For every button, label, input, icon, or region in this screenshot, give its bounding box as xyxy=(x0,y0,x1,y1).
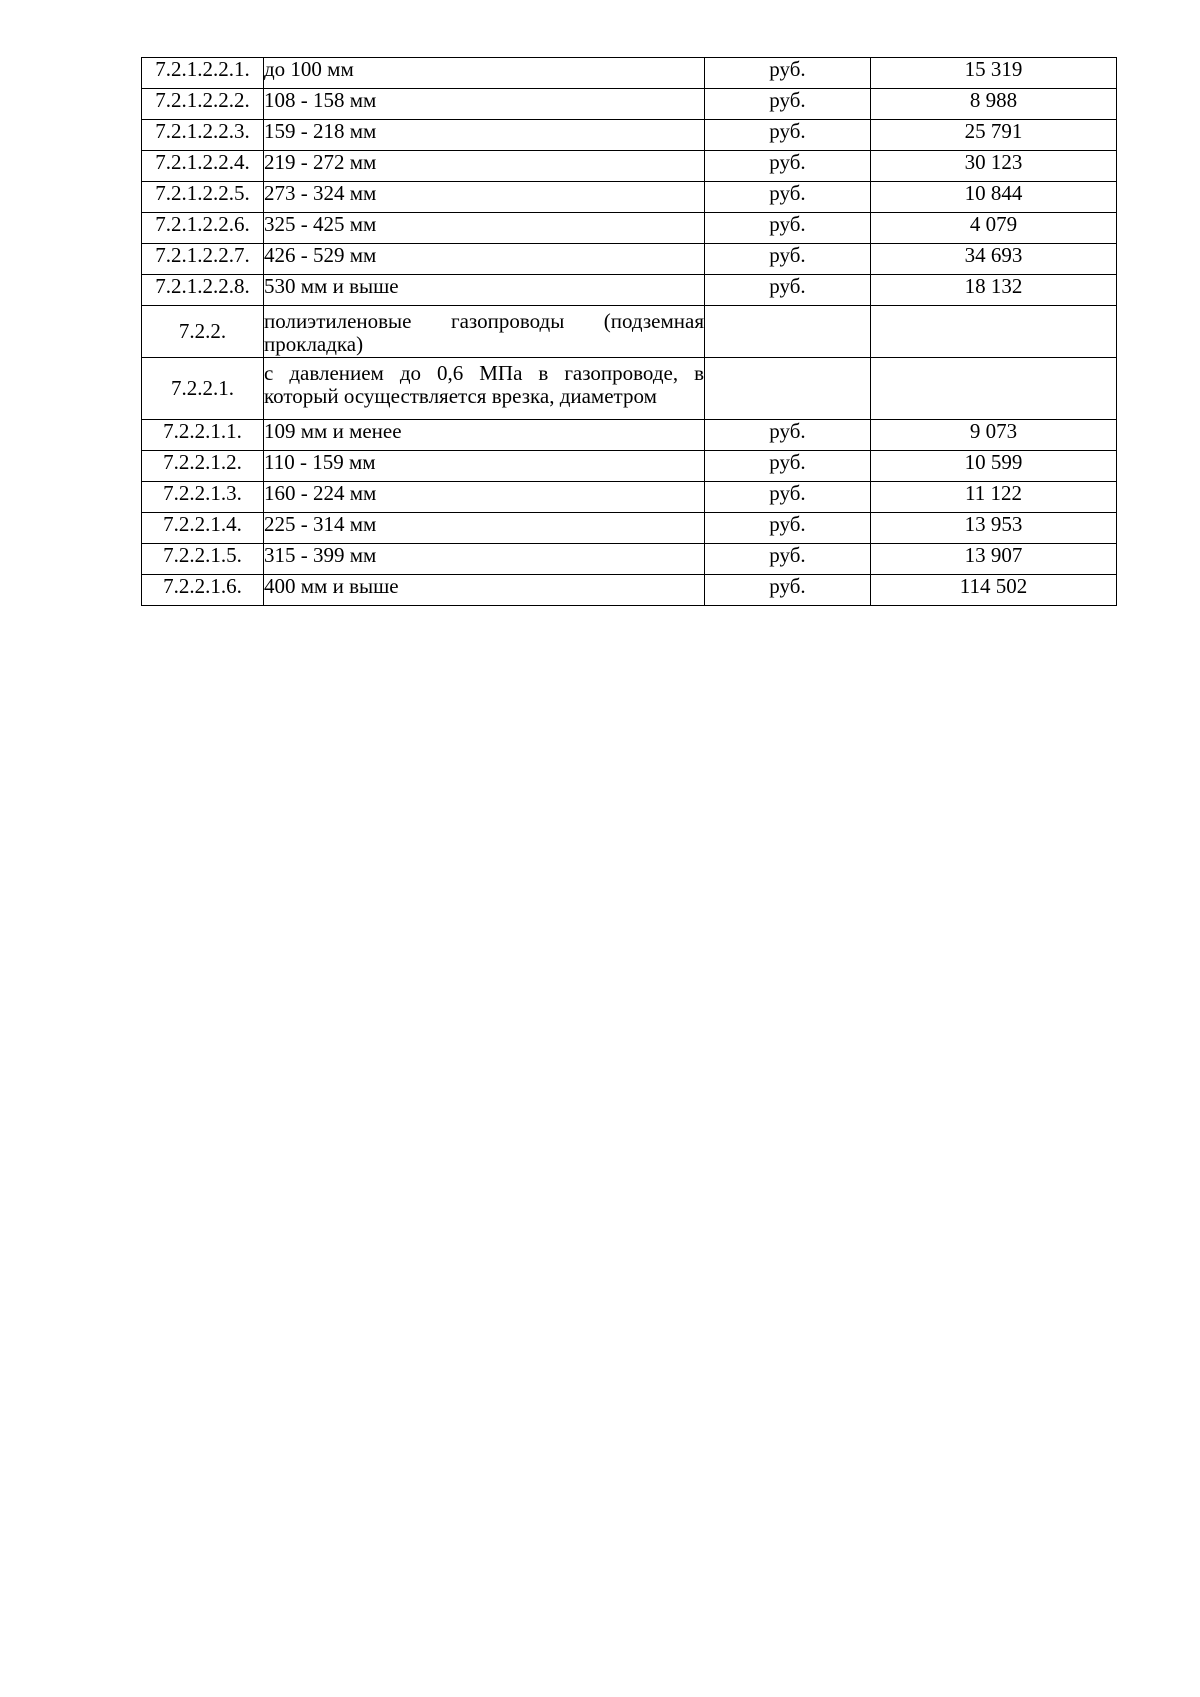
item-code: 7.2.2.1.2. xyxy=(142,451,264,482)
item-name: 273 - 324 мм xyxy=(264,182,705,213)
table-row xyxy=(142,275,1117,306)
table-row xyxy=(142,89,1117,120)
item-name: 530 мм и выше xyxy=(264,275,705,306)
item-code: 7.2.2. xyxy=(142,306,264,358)
item-unit: руб. xyxy=(705,89,871,120)
item-name: 325 - 425 мм xyxy=(264,213,705,244)
table-row xyxy=(142,244,1117,275)
item-value: 25 791 xyxy=(871,120,1117,151)
item-value: 30 123 xyxy=(871,151,1117,182)
item-value: 15 319 xyxy=(871,58,1117,89)
table-row-section-header xyxy=(142,358,1117,420)
item-name: 219 - 272 мм xyxy=(264,151,705,182)
item-name: 159 - 218 мм xyxy=(264,120,705,151)
item-value: 114 502 xyxy=(871,575,1117,606)
item-value: 34 693 xyxy=(871,244,1117,275)
item-code: 7.2.1.2.2.6. xyxy=(142,213,264,244)
item-code: 7.2.1.2.2.3. xyxy=(142,120,264,151)
item-name: 160 - 224 мм xyxy=(264,482,705,513)
table-row xyxy=(142,120,1117,151)
table-row xyxy=(142,151,1117,182)
item-name: 110 - 159 мм xyxy=(264,451,705,482)
item-unit: руб. xyxy=(705,513,871,544)
table-row xyxy=(142,575,1117,606)
item-value: 8 988 xyxy=(871,89,1117,120)
item-code: 7.2.1.2.2.5. xyxy=(142,182,264,213)
item-name: 315 - 399 мм xyxy=(264,544,705,575)
item-code: 7.2.2.1.6. xyxy=(142,575,264,606)
table-row xyxy=(142,544,1117,575)
item-code: 7.2.2.1.5. xyxy=(142,544,264,575)
item-code: 7.2.1.2.2.7. xyxy=(142,244,264,275)
item-code: 7.2.2.1.3. xyxy=(142,482,264,513)
table-row xyxy=(142,513,1117,544)
table-row xyxy=(142,182,1117,213)
item-value xyxy=(871,358,1117,420)
item-value xyxy=(871,306,1117,358)
item-unit: руб. xyxy=(705,275,871,306)
item-value: 10 844 xyxy=(871,182,1117,213)
item-unit: руб. xyxy=(705,482,871,513)
item-value: 13 907 xyxy=(871,544,1117,575)
item-unit: руб. xyxy=(705,244,871,275)
item-value: 11 122 xyxy=(871,482,1117,513)
item-unit: руб. xyxy=(705,544,871,575)
table-row xyxy=(142,451,1117,482)
item-name: 225 - 314 мм xyxy=(264,513,705,544)
table-row xyxy=(142,213,1117,244)
table-row xyxy=(142,58,1117,89)
item-unit: руб. xyxy=(705,575,871,606)
item-name: 108 - 158 мм xyxy=(264,89,705,120)
item-unit: руб. xyxy=(705,151,871,182)
item-value: 9 073 xyxy=(871,420,1117,451)
item-code: 7.2.1.2.2.1. xyxy=(142,58,264,89)
item-code: 7.2.1.2.2.2. xyxy=(142,89,264,120)
item-code: 7.2.2.1.1. xyxy=(142,420,264,451)
item-value: 18 132 xyxy=(871,275,1117,306)
item-code: 7.2.2.1.4. xyxy=(142,513,264,544)
item-code: 7.2.1.2.2.4. xyxy=(142,151,264,182)
item-code: 7.2.2.1. xyxy=(142,358,264,420)
table-row xyxy=(142,482,1117,513)
tariff-table xyxy=(141,57,1117,606)
item-value: 4 079 xyxy=(871,213,1117,244)
item-name: до 100 мм xyxy=(264,58,705,89)
item-unit xyxy=(705,306,871,358)
item-unit: руб. xyxy=(705,120,871,151)
item-name: полиэтиленовые газопроводы (подземная прокладка) xyxy=(264,306,705,358)
item-unit: руб. xyxy=(705,451,871,482)
table-row xyxy=(142,420,1117,451)
table-row-section-header xyxy=(142,306,1117,358)
item-value: 10 599 xyxy=(871,451,1117,482)
item-unit xyxy=(705,358,871,420)
item-unit: руб. xyxy=(705,58,871,89)
item-name: с давлением до 0,6 МПа в газопроводе, в который осуществляется врезка, диаметром xyxy=(264,358,705,420)
item-unit: руб. xyxy=(705,420,871,451)
item-unit: руб. xyxy=(705,213,871,244)
item-name: 400 мм и выше xyxy=(264,575,705,606)
item-unit: руб. xyxy=(705,182,871,213)
item-name: 109 мм и менее xyxy=(264,420,705,451)
item-code: 7.2.1.2.2.8. xyxy=(142,275,264,306)
item-value: 13 953 xyxy=(871,513,1117,544)
item-name: 426 - 529 мм xyxy=(264,244,705,275)
